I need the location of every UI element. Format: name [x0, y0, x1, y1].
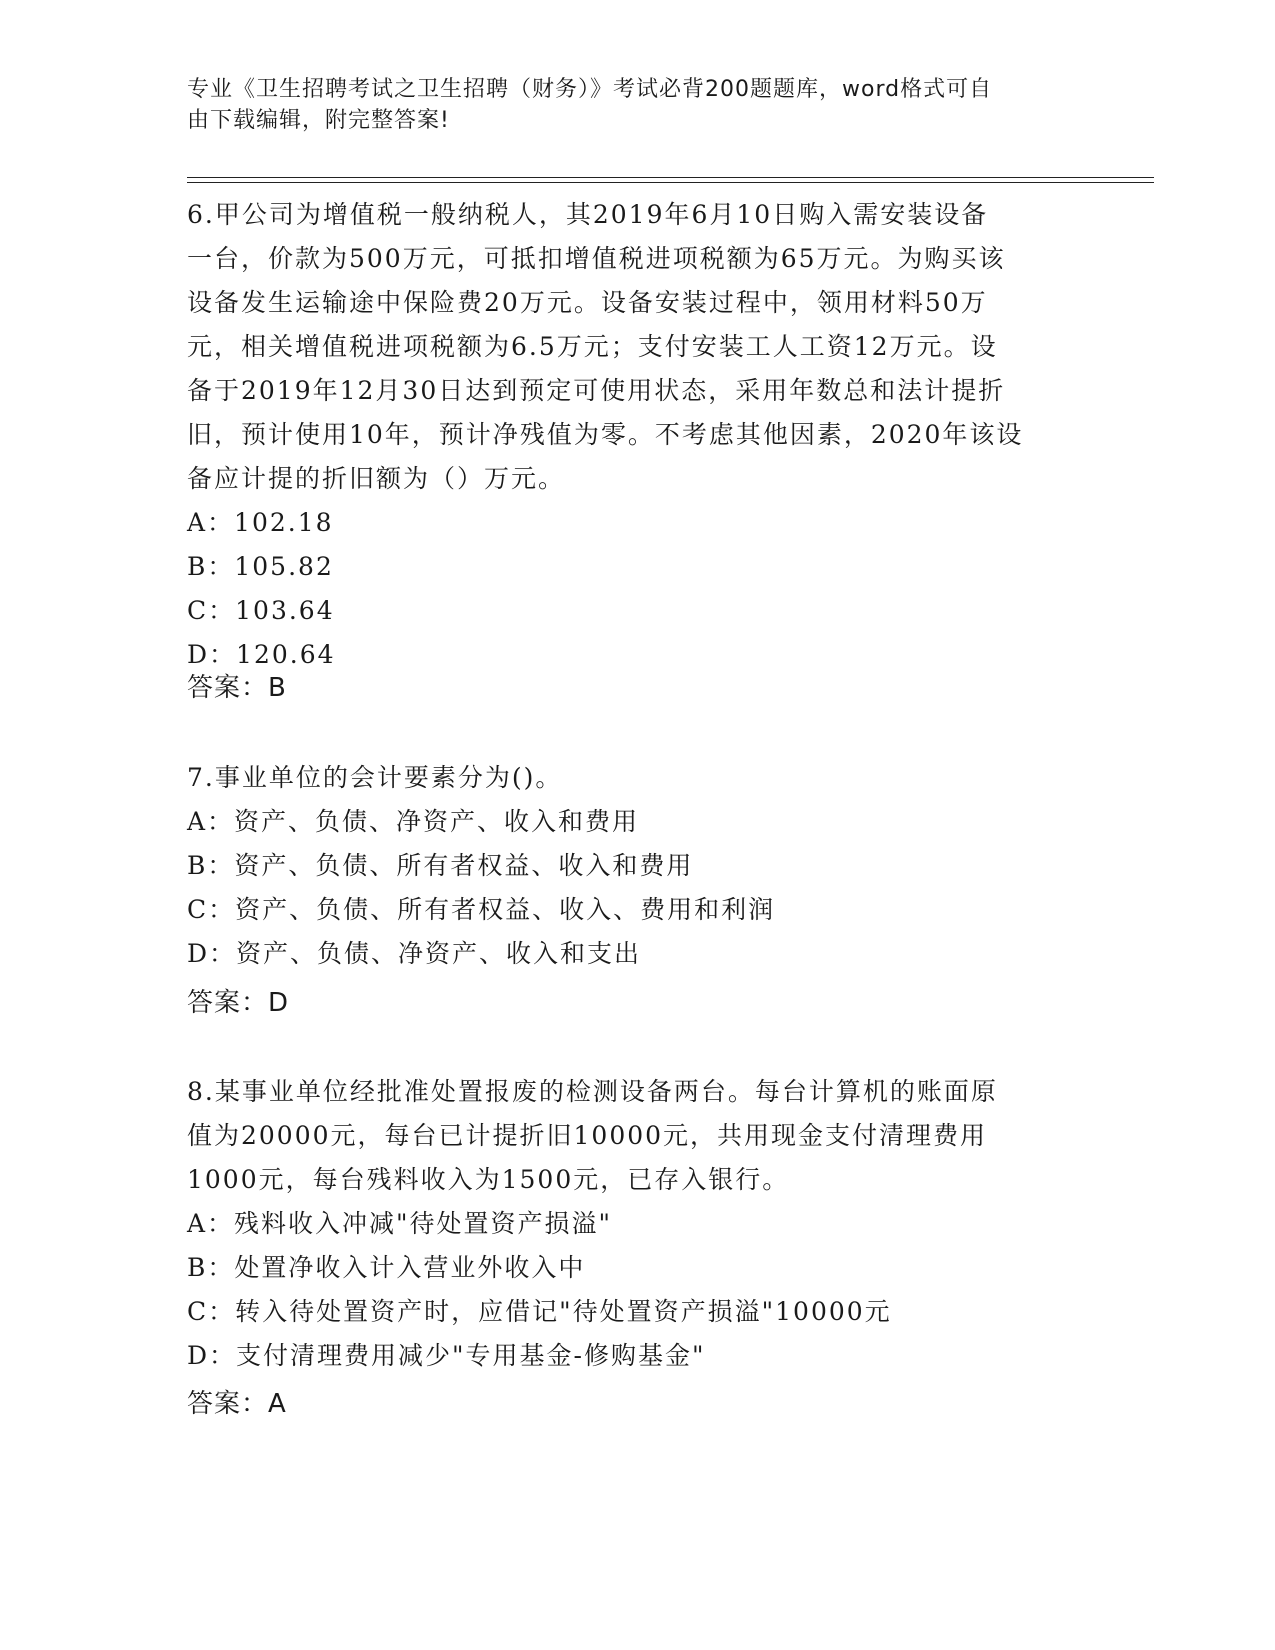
question-stem-line: 一台，价款为500万元，可抵扣增值税进项税额为65万元。为购买该	[187, 244, 1006, 273]
option-b: B：处置净收入计入营业外收入中	[187, 1253, 586, 1282]
option-b: B：资产、负债、所有者权益、收入和费用	[187, 851, 694, 880]
question-stem-line: 备于2019年12月30日达到预定可使用状态，采用年数总和法计提折	[187, 376, 1006, 405]
document-title-line-1: 专业《卫生招聘考试之卫生招聘（财务）》考试必背200题题库，word格式可自	[187, 77, 993, 102]
question-stem-line: 设备发生运输途中保险费20万元。设备安装过程中，领用材料50万	[187, 288, 988, 317]
question-7	[187, 756, 775, 976]
option-d: D：资产、负债、净资产、收入和支出	[187, 939, 642, 968]
option-a: A：资产、负债、净资产、收入和费用	[187, 807, 640, 836]
option-a: A：102.18	[187, 508, 334, 537]
question-stem-line: 7.事业单位的会计要素分为()。	[187, 763, 563, 792]
option-a: A：残料收入冲减"待处置资产损溢"	[187, 1209, 613, 1238]
question-stem-line: 1000元，每台残料收入为1500元，已存入银行。	[187, 1165, 790, 1194]
option-c: C：103.64	[187, 596, 335, 625]
question-8	[187, 1070, 998, 1378]
answer-7: 答案：D	[187, 988, 290, 1018]
question-stem-line: 元，相关增值税进项税额为6.5万元；支付安装工人工资12万元。设	[187, 332, 998, 361]
header-divider-top	[187, 177, 1154, 178]
option-d: D：120.64	[187, 640, 336, 669]
option-c: C：资产、负债、所有者权益、收入、费用和利润	[187, 895, 776, 924]
question-6	[187, 193, 1023, 677]
option-b: B：105.82	[187, 552, 334, 581]
option-d: D：支付清理费用减少"专用基金-修购基金"	[187, 1341, 706, 1370]
document-header	[187, 74, 1067, 136]
question-stem-line: 备应计提的折旧额为（）万元。	[187, 464, 566, 493]
answer-8: 答案：A	[187, 1389, 287, 1419]
answer-6: 答案：B	[187, 673, 287, 703]
document-title-line-2: 由下载编辑，附完整答案!	[187, 108, 450, 133]
question-stem-line: 值为20000元，每台已计提折旧10000元，共用现金支付清理费用	[187, 1121, 988, 1150]
option-c: C：转入待处置资产时，应借记"待处置资产损溢"10000元	[187, 1297, 892, 1326]
header-divider-bottom	[187, 182, 1154, 183]
question-stem-line: 旧，预计使用10年，预计净残值为零。不考虑其他因素，2020年该设	[187, 420, 1024, 449]
question-stem-line: 8.某事业单位经批准处置报废的检测设备两台。每台计算机的账面原	[187, 1077, 998, 1106]
question-stem-line: 6.甲公司为增值税一般纳税人，其2019年6月10日购入需安装设备	[187, 200, 989, 229]
